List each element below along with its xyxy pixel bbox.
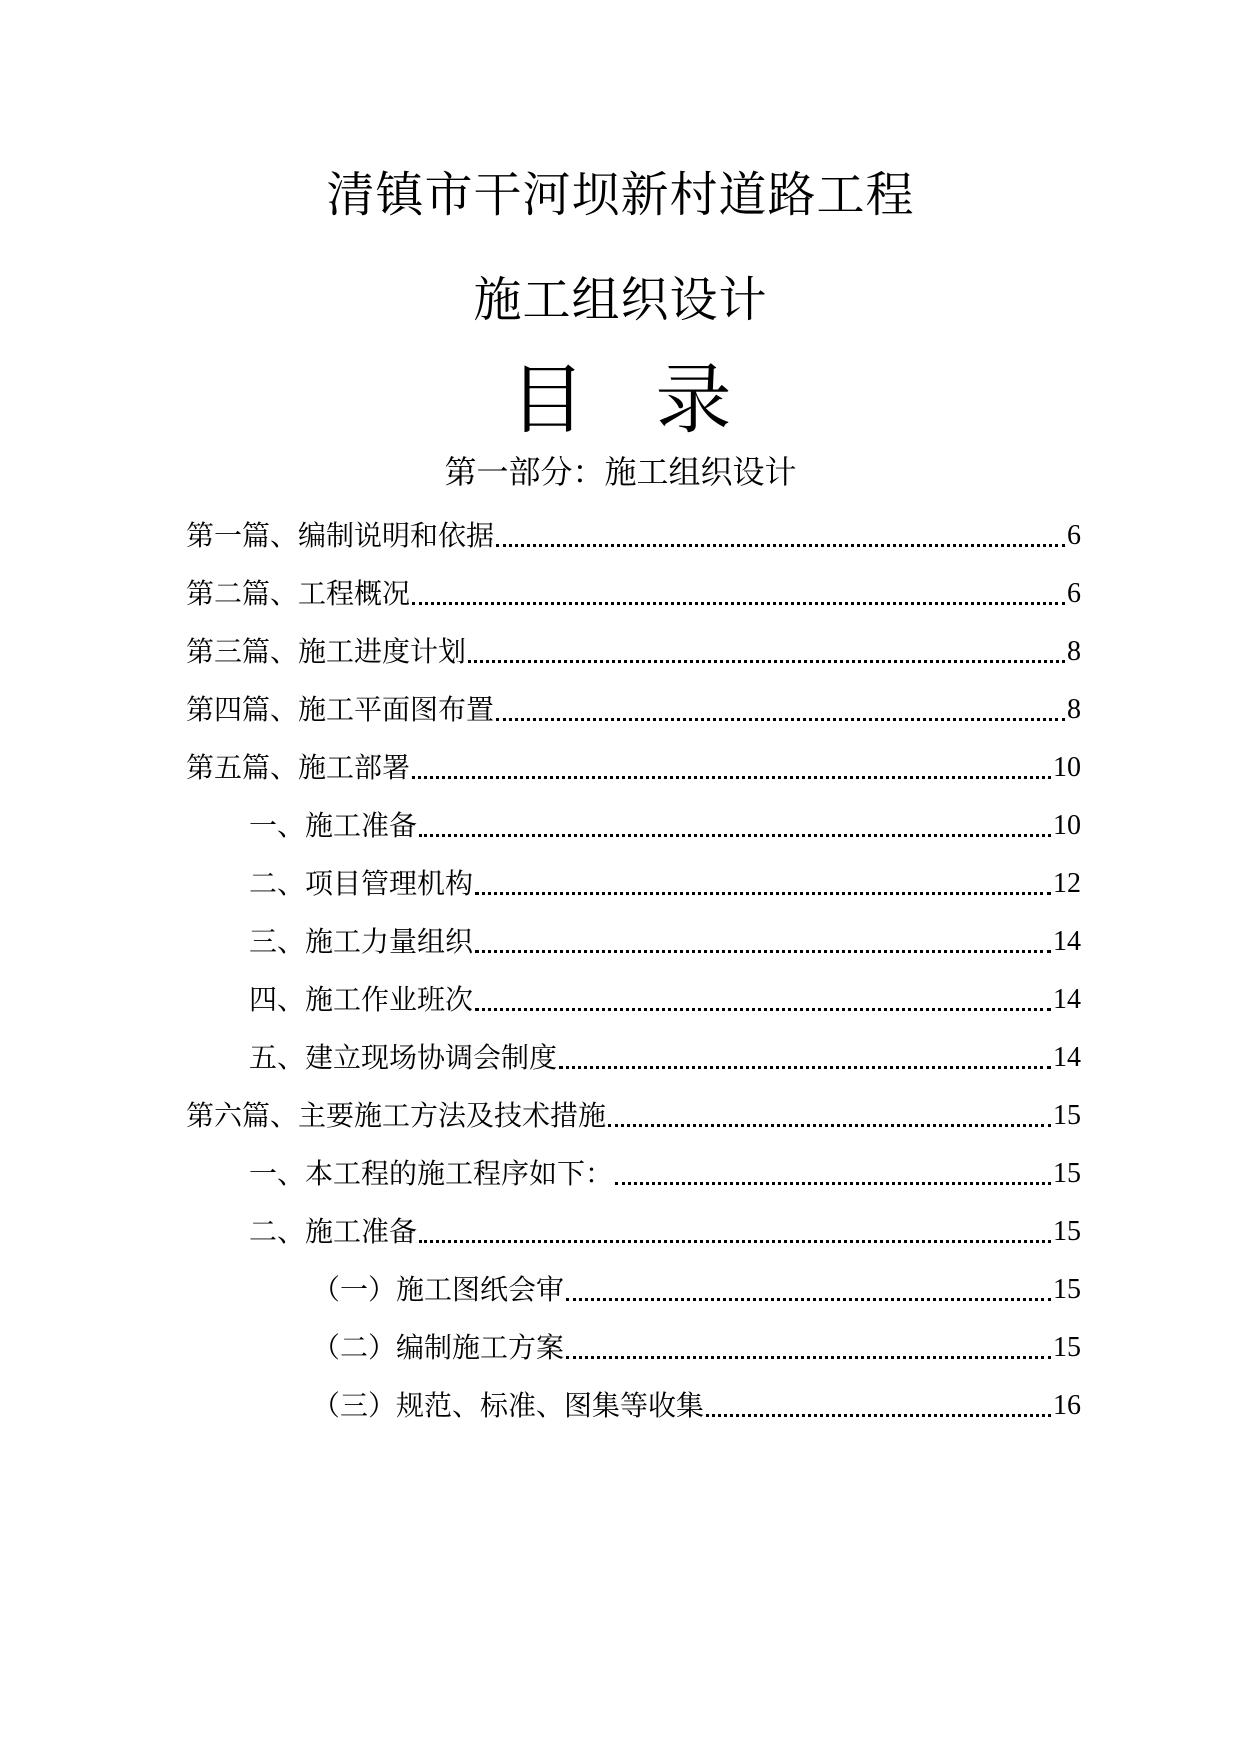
toc-entry-page-number: 12 (1053, 868, 1081, 899)
toc-entry-label: 一、本工程的施工程序如下： (249, 1157, 614, 1190)
toc-entry-label: 第六篇、主要施工方法及技术措施 (186, 1099, 607, 1132)
toc-entry-label: 二、项目管理机构 (249, 867, 474, 900)
toc-entry[interactable] (0, 1150, 1241, 1194)
toc-entry-label: （一）施工图纸会审 (312, 1273, 565, 1306)
toc-dot-leader (412, 602, 1065, 605)
toc-entry[interactable] (0, 1266, 1241, 1310)
toc-entry-page-number: 10 (1053, 810, 1081, 841)
toc-entry[interactable] (0, 976, 1241, 1020)
toc-dot-leader (496, 544, 1065, 547)
toc-entry[interactable] (0, 802, 1241, 846)
toc-dot-leader (706, 1414, 1051, 1417)
toc-entry[interactable] (0, 512, 1241, 556)
toc-entry-page-number: 10 (1053, 752, 1081, 783)
toc-entry-label: 第四篇、施工平面图布置 (186, 693, 495, 726)
toc-dot-leader (475, 1008, 1051, 1011)
toc-entry-label: 第五篇、施工部署 (186, 751, 411, 784)
toc-entry-page-number: 14 (1053, 984, 1081, 1015)
toc-entry-page-number: 14 (1053, 926, 1081, 957)
document-subtitle: 施工组织设计 (473, 272, 768, 328)
toc-entry[interactable] (0, 1092, 1241, 1136)
toc-entry[interactable] (0, 686, 1241, 730)
toc-entry-label: （二）编制施工方案 (312, 1331, 565, 1364)
toc-dot-leader (468, 660, 1065, 663)
toc-dot-leader (419, 1240, 1051, 1243)
toc-entry-page-number: 14 (1053, 1042, 1081, 1073)
toc-dot-leader (419, 834, 1051, 837)
toc-entry-page-number: 15 (1053, 1216, 1081, 1247)
toc-entry-page-number: 6 (1067, 578, 1081, 609)
toc-entry-label: 三、施工力量组织 (249, 925, 474, 958)
toc-entry-label: 二、施工准备 (249, 1215, 418, 1248)
toc-entry-label: （三）规范、标准、图集等收集 (312, 1389, 705, 1422)
toc-dot-leader (566, 1356, 1051, 1359)
toc-entry[interactable] (0, 744, 1241, 788)
toc-dot-leader (566, 1298, 1051, 1301)
toc-entry-page-number: 15 (1053, 1332, 1081, 1363)
toc-entry[interactable] (0, 628, 1241, 672)
toc-entry-page-number: 15 (1053, 1100, 1081, 1131)
toc-entry[interactable] (0, 1208, 1241, 1252)
toc-dot-leader (615, 1182, 1051, 1185)
toc-entry-page-number: 6 (1067, 520, 1081, 551)
toc-dot-leader (412, 776, 1051, 779)
toc-entry-label: 第三篇、施工进度计划 (186, 635, 467, 668)
toc-entry[interactable] (0, 918, 1241, 962)
toc-entry-label: 第一篇、编制说明和依据 (186, 519, 495, 552)
toc-entry-page-number: 8 (1067, 694, 1081, 725)
toc-entry-page-number: 8 (1067, 636, 1081, 667)
toc-entry[interactable] (0, 860, 1241, 904)
toc-entry-page-number: 16 (1053, 1390, 1081, 1421)
toc-entry-page-number: 15 (1053, 1274, 1081, 1305)
toc-dot-leader (475, 950, 1051, 953)
part-heading: 第一部分：施工组织设计 (444, 453, 797, 491)
toc-dot-leader (496, 718, 1065, 721)
toc-entry[interactable] (0, 1324, 1241, 1368)
toc-heading: 目录 (509, 355, 802, 444)
toc-dot-leader (608, 1124, 1051, 1127)
toc-entry[interactable] (0, 570, 1241, 614)
toc-entry-label: 四、施工作业班次 (249, 983, 474, 1016)
document-title: 清镇市干河坝新村道路工程 (326, 167, 915, 223)
toc-entry[interactable] (0, 1034, 1241, 1078)
toc-dot-leader (559, 1066, 1051, 1069)
toc-entry-page-number: 15 (1053, 1158, 1081, 1189)
toc-entry[interactable] (0, 1382, 1241, 1426)
toc-entry-label: 一、施工准备 (249, 809, 418, 842)
toc-entry-label: 五、建立现场协调会制度 (249, 1041, 558, 1074)
toc-dot-leader (475, 892, 1051, 895)
toc-entry-label: 第二篇、工程概况 (186, 577, 411, 610)
